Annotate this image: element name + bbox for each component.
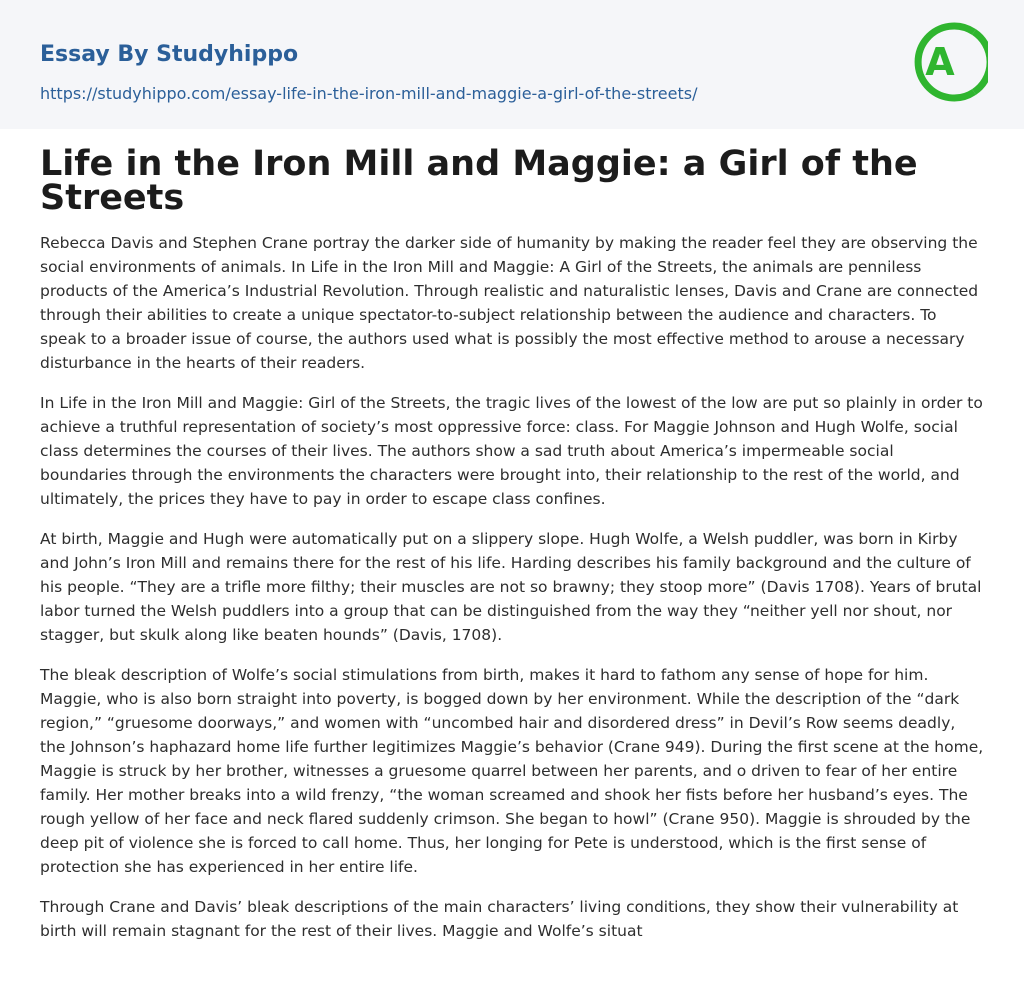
studyhippo-logo-icon[interactable] — [910, 18, 988, 106]
logo-letter: A — [925, 40, 955, 84]
essay-url-link[interactable]: https://studyhippo.com/essay-life-in-the-iron-mill-and-maggie-a-girl-of-the-streets/ — [40, 84, 698, 103]
essay-body — [40, 231, 984, 943]
site-title[interactable]: Essay By Studyhippo — [40, 42, 299, 67]
essay-paragraph: At birth, Maggie and Hugh were automatically put on a slippery slope. Hugh Wolfe, a Welsh puddler, was born in Kirby and John’s Iron Mill and remains there for the rest of his life. Harding describes his family background and the culture of his people. “They are a trifle more filthy; their muscles are not so brawny; they stoop more” (Davis 1708). Years of brutal labor turned the Welsh puddlers into a group that can be distinguished from the way they “neither yell nor shout, nor stagger, but skulk along like beaten hounds” (Davis, 1708). — [40, 530, 982, 644]
essay-paragraph: In Life in the Iron Mill and Maggie: Girl of the Streets, the tragic lives of the lowest of the low are put so plainly in order to achieve a truthful representation of society’s most oppressive force: class. For Maggie Johnson and Hugh Wolfe, social class determines the courses of their lives. The authors show a sad truth about America’s impermeable social boundaries through the environments the characters were brought into, their relationship to the rest of the world, and ultimately, the prices they have to pay in order to escape class confines. — [40, 394, 983, 508]
essay-paragraph: Rebecca Davis and Stephen Crane portray the darker side of humanity by making the reader feel they are observing the social environments of animals. In Life in the Iron Mill and Maggie: A Girl of the Streets, the animals are penniless products of the America’s Industrial Revolution. Through realistic and naturalistic lenses, Davis and Crane are connected through their abilities to create a unique spectator-to-subject relationship between the audience and characters. To speak to a broader issue of course, the authors used what is possibly the most effective method to arouse a necessary disturbance in the hearts of their readers. — [40, 234, 979, 372]
essay-title: Life in the Iron Mill and Maggie: a Girl of the Streets — [40, 144, 918, 218]
site-header — [0, 0, 1024, 129]
essay-paragraph: Through Crane and Davis’ bleak descriptions of the main characters’ living conditions, they show their vulnerability at birth will remain stagnant for the rest of their lives. Maggie and Wolfe’s situat — [40, 898, 959, 940]
essay-paragraph: The bleak description of Wolfe’s social stimulations from birth, makes it hard to fathom any sense of hope for him. Maggie, who is also born straight into poverty, is bogged down by her environment. While the description of the “dark region,” “gruesome doorways,” and women with “uncombed hair and disordered dress” in Devil’s Row seems deadly, the Johnson’s haphazard home life further legitimizes Maggie’s behavior (Crane 949). During the first scene at the home, Maggie is struck by her brother, witnesses a gruesome quarrel between her parents, and o driven to fear of her entire family. Her mother breaks into a wild frenzy, “the woman screamed and shook her fists before her husband’s eyes. The rough yellow of her face and neck flared suddenly crimson. She began to howl” (Crane 950). Maggie is shrouded by the deep pit of violence she is forced to call home. Thus, her longing for Pete is understood, which is the first sense of protection she has experienced in her entire life. — [40, 666, 984, 876]
essay-content — [0, 129, 1024, 943]
